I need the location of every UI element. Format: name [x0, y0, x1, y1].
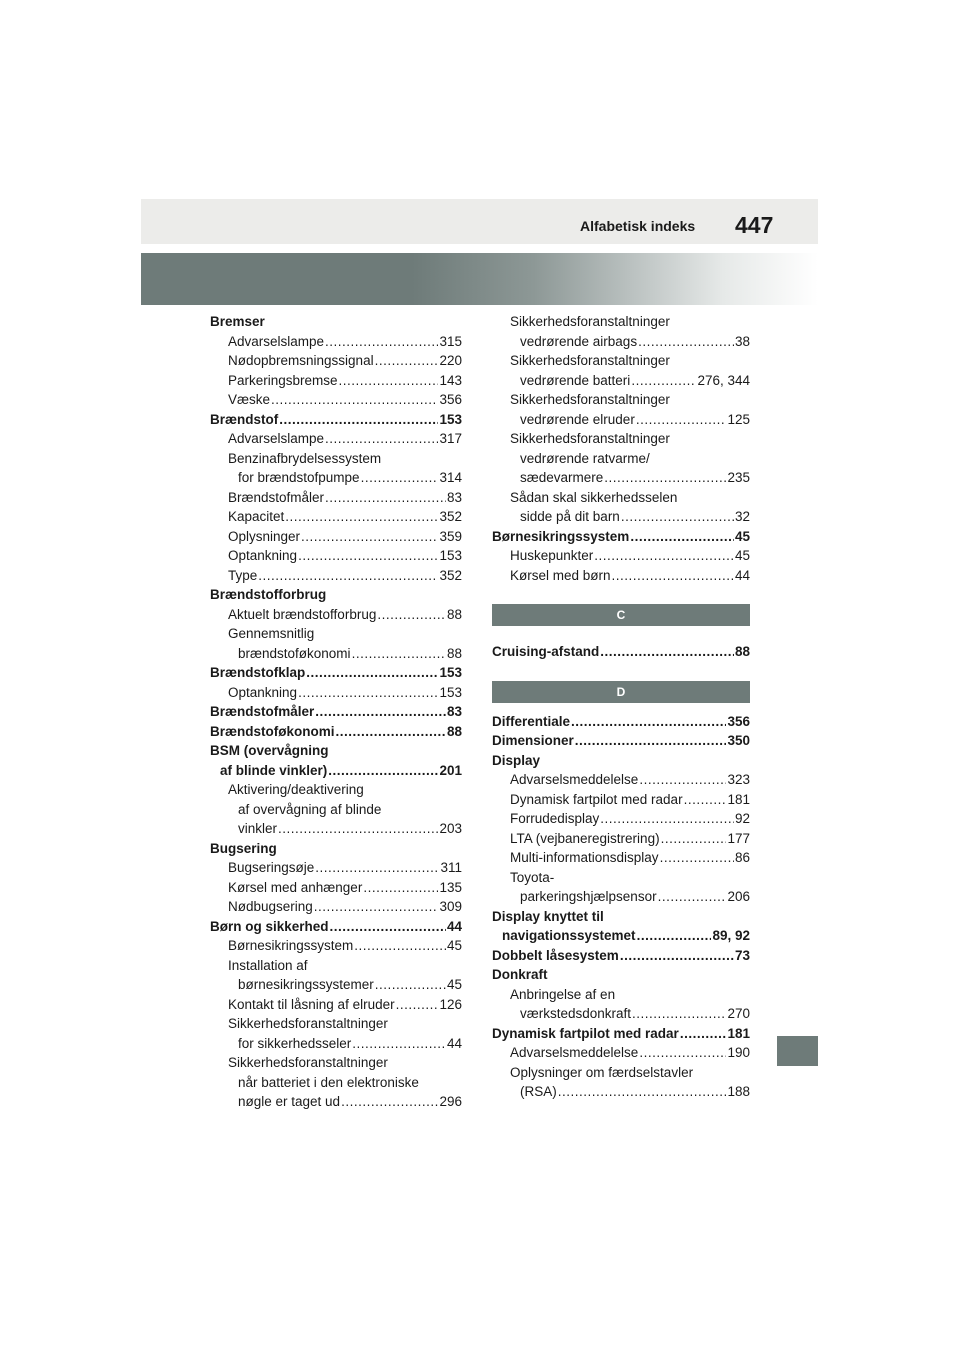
- dot-leader: [658, 887, 727, 907]
- dot-leader: [639, 770, 726, 790]
- index-entry-page: 315: [439, 333, 462, 349]
- index-entry-term: Brændstofforbrug: [210, 587, 327, 602]
- index-entry: [210, 761, 462, 781]
- index-entry-term: Nødopbremsningssignal: [228, 353, 374, 368]
- index-entry-term: Aktuelt brændstofforbrug: [228, 606, 377, 622]
- index-entry: [210, 683, 462, 703]
- index-entry-term: Kapacitet: [228, 509, 285, 524]
- dot-leader: [325, 488, 446, 508]
- index-entry-page: 352: [439, 509, 462, 524]
- index-entry-term: nøgle er taget ud: [238, 1094, 341, 1109]
- index-entry: [210, 566, 462, 586]
- dot-leader: [339, 371, 439, 391]
- index-entry-term: vedrørende batteri: [520, 372, 631, 388]
- index-entry-page: 135: [439, 879, 462, 895]
- index-entry: [210, 449, 462, 469]
- dot-leader: [315, 858, 439, 878]
- index-entry-term: Sikkerhedsforanstaltninger: [228, 1055, 388, 1070]
- index-entry-term: Børn og sikkerhed: [210, 918, 329, 934]
- index-entry-term: Multi-informationsdisplay: [510, 850, 659, 865]
- index-entry-page: 181: [727, 791, 750, 807]
- index-entry: [210, 371, 462, 391]
- index-entry-page: 317: [439, 431, 462, 446]
- dot-leader: [361, 468, 439, 488]
- index-entry-term: LTA (vejbaneregistrering): [510, 830, 660, 846]
- index-column-left: [210, 312, 462, 1112]
- index-entry-page: 220: [439, 353, 462, 368]
- dot-leader: [621, 507, 734, 527]
- index-entry-term: Installation af: [228, 957, 308, 973]
- index-entry-term: Bugseringsøje: [228, 860, 315, 875]
- index-entry-page: 201: [439, 762, 462, 778]
- index-entry-term: Nødbugsering: [228, 899, 313, 914]
- index-entry-term: vinkler: [238, 821, 278, 836]
- index-entry-page: 88: [446, 645, 462, 661]
- index-entry: [210, 1053, 462, 1073]
- dot-leader: [631, 371, 696, 391]
- index-entry-term: Sikkerhedsforanstaltninger: [228, 1016, 388, 1031]
- index-entry-term: vedrørende airbags: [520, 333, 638, 349]
- index-entry-term: Bremser: [210, 314, 265, 329]
- index-entry-page: 190: [727, 1045, 750, 1060]
- index-entry-term: Sikkerhedsforanstaltninger: [510, 314, 670, 329]
- index-entry-term: Brændstofmåler: [228, 489, 325, 505]
- index-entry: [492, 468, 750, 488]
- dot-leader: [363, 878, 438, 898]
- index-entry: [210, 995, 462, 1015]
- index-entry-page: 153: [439, 665, 462, 680]
- dot-leader: [341, 1092, 438, 1112]
- index-entry: [210, 527, 462, 547]
- index-entry-term: Kørsel med børn: [510, 567, 611, 583]
- index-entry-page: 44: [446, 1035, 462, 1051]
- index-entry-page: 309: [439, 899, 462, 914]
- index-entry: [492, 642, 750, 662]
- index-entry: [492, 1063, 750, 1083]
- index-column-right: [492, 312, 750, 1102]
- index-entry-term: Gennemsnitlig: [228, 626, 315, 641]
- index-entry: [210, 390, 462, 410]
- index-entry: [492, 751, 750, 771]
- index-entry: [492, 926, 750, 946]
- index-entry: [210, 429, 462, 449]
- index-entry: [492, 887, 750, 907]
- index-entry: [210, 507, 462, 527]
- index-entry-page: 153: [439, 548, 462, 563]
- index-entry: [210, 468, 462, 488]
- index-entry-page: 38: [734, 333, 750, 349]
- dot-leader: [632, 1004, 726, 1024]
- page-number: 447: [735, 212, 774, 238]
- dot-leader: [315, 702, 446, 722]
- index-entry-term: Type: [228, 567, 258, 583]
- dot-leader: [298, 546, 438, 566]
- dot-leader: [298, 683, 438, 703]
- dot-leader: [558, 1082, 727, 1102]
- index-entry-term: Advarselsmeddelelse: [510, 772, 639, 787]
- dot-leader: [306, 663, 438, 683]
- index-entry-page: 32: [734, 509, 750, 524]
- index-entry-page: 296: [439, 1094, 462, 1109]
- index-entry: [210, 839, 462, 859]
- index-entry-term: brændstoføkonomi: [238, 645, 351, 661]
- index-entry-term: værkstedsdonkraft: [520, 1006, 632, 1021]
- dot-leader: [352, 644, 446, 664]
- index-entry-term: Bugsering: [210, 840, 277, 856]
- index-entry: [492, 371, 750, 391]
- index-entry: [492, 1024, 750, 1044]
- index-entry-term: Advarselslampe: [228, 431, 325, 446]
- index-entry-page: 44: [734, 567, 750, 583]
- index-entry: [210, 1092, 462, 1112]
- index-entry-page: 89, 92: [712, 928, 750, 943]
- index-entry-term: for sikkerhedsseler: [238, 1035, 352, 1051]
- index-entry: [492, 351, 750, 371]
- index-entry-page: 314: [439, 470, 462, 485]
- index-entry-term: når batteriet i den elektroniske: [238, 1074, 419, 1090]
- index-entry-term: Dynamisk fartpilot med radar: [492, 1025, 679, 1041]
- index-entry-term: af overvågning af blinde: [238, 801, 382, 817]
- index-entry-term: Display: [492, 752, 541, 768]
- index-entry-term: sædevarmere: [520, 470, 604, 485]
- index-entry-term: Anbringelse af en: [510, 986, 616, 1002]
- index-entry: [210, 702, 462, 722]
- index-entry-term: Sådan skal sikkerhedsselen: [510, 489, 678, 505]
- index-entry-page: 92: [734, 811, 750, 826]
- index-entry-term: af blinde vinkler): [220, 762, 328, 778]
- index-entry-term: børnesikringssystemer: [238, 977, 374, 992]
- dot-leader: [571, 712, 726, 732]
- index-entry-term: Brændstofklap: [210, 665, 306, 680]
- index-entry-term: for brændstofpumpe: [238, 470, 360, 485]
- index-entry-term: Advarselslampe: [228, 333, 325, 349]
- index-entry-page: 45: [734, 528, 750, 544]
- index-entry-term: Differentiale: [492, 713, 571, 729]
- index-entry: [210, 624, 462, 644]
- index-entry: [210, 800, 462, 820]
- index-entry-term: Brændstofmåler: [210, 704, 315, 719]
- dot-leader: [354, 936, 446, 956]
- dot-leader: [278, 819, 438, 839]
- index-entry-page: 83: [446, 489, 462, 505]
- index-entry-term: Display knyttet til: [492, 908, 604, 924]
- dot-leader: [660, 848, 734, 868]
- index-entry-term: Oplysninger om færdselstavler: [510, 1064, 694, 1080]
- dot-leader: [637, 926, 712, 946]
- index-entry: [492, 965, 750, 985]
- index-entry: [210, 351, 462, 371]
- index-entry: [210, 410, 462, 430]
- index-entry-term: Brændstof: [210, 411, 279, 427]
- index-entry: [210, 897, 462, 917]
- index-entry: [492, 429, 750, 449]
- index-entry-page: 177: [727, 830, 750, 846]
- dot-leader: [600, 642, 734, 662]
- index-entry-page: 125: [727, 411, 750, 427]
- index-entry-term: Benzinafbrydelsessystem: [228, 450, 382, 466]
- dot-leader: [325, 332, 438, 352]
- index-entry-page: 356: [439, 392, 462, 407]
- index-entry: [210, 585, 462, 605]
- index-entry-page: 44: [446, 918, 462, 934]
- dot-leader: [271, 390, 438, 410]
- index-entry: [492, 731, 750, 751]
- dot-leader: [279, 410, 438, 430]
- dot-leader: [604, 468, 726, 488]
- dot-leader: [630, 527, 734, 547]
- index-entry-page: 356: [727, 713, 750, 729]
- index-entry-page: 350: [727, 733, 750, 748]
- index-entry: [492, 566, 750, 586]
- index-entry-term: Donkraft: [492, 967, 548, 982]
- index-entry: [210, 780, 462, 800]
- index-entry-term: Parkeringsbremse: [228, 372, 338, 388]
- thumb-index-tab: [777, 1036, 818, 1066]
- dot-leader: [375, 351, 439, 371]
- index-entry-page: 86: [734, 850, 750, 865]
- index-entry: [492, 907, 750, 927]
- index-entry-term: vedrørende elruder: [520, 411, 635, 427]
- index-entry: [210, 741, 462, 761]
- index-entry-page: 143: [439, 372, 462, 388]
- index-entry-term: Huskepunkter: [510, 548, 594, 563]
- index-entry-page: 270: [727, 1006, 750, 1021]
- dot-leader: [684, 790, 727, 810]
- index-entry-page: 45: [446, 938, 462, 953]
- decorative-gradient-bar: [141, 253, 818, 305]
- index-entry-term: Oplysninger: [228, 528, 301, 544]
- index-entry-term: Toyota-: [510, 869, 555, 885]
- dot-leader: [396, 995, 439, 1015]
- index-entry-page: 88: [446, 723, 462, 739]
- index-entry-page: 45: [446, 977, 462, 992]
- index-entry-page: 45: [734, 548, 750, 563]
- index-entry-term: Sikkerhedsforanstaltninger: [510, 353, 670, 368]
- index-entry: [210, 917, 462, 937]
- dot-leader: [594, 546, 734, 566]
- dot-leader: [325, 429, 438, 449]
- index-entry: [210, 858, 462, 878]
- dot-leader: [377, 605, 446, 625]
- index-entry-term: Dobbelt låsesystem: [492, 947, 619, 963]
- dot-leader: [301, 527, 438, 547]
- index-entry-page: 323: [727, 772, 750, 787]
- index-entry-page: 73: [734, 947, 750, 963]
- index-entry: [492, 390, 750, 410]
- index-entry-page: 352: [439, 567, 462, 583]
- index-entry: [492, 985, 750, 1005]
- index-entry-term: Optankning: [228, 684, 298, 700]
- section-d-entries: [492, 712, 750, 1102]
- index-entry-term: navigationssystemet: [502, 928, 636, 943]
- index-entry-term: sidde på dit barn: [520, 509, 620, 524]
- index-entry: [210, 546, 462, 566]
- index-entry: [492, 946, 750, 966]
- index-entry: [210, 722, 462, 742]
- index-entry-term: parkeringshjælpsensor: [520, 889, 657, 904]
- index-entry-term: Aktivering/deaktivering: [228, 782, 364, 797]
- index-entry: [492, 848, 750, 868]
- dot-leader: [314, 897, 439, 917]
- dot-leader: [636, 410, 727, 430]
- section-header-c: C: [492, 604, 750, 626]
- index-entry: [210, 878, 462, 898]
- index-entry: [210, 605, 462, 625]
- section-header-d: D: [492, 681, 750, 703]
- index-entry: [210, 488, 462, 508]
- index-entry-page: 88: [734, 644, 750, 659]
- dot-leader: [375, 975, 446, 995]
- index-entry: [492, 527, 750, 547]
- index-entry-term: Børnesikringssystem: [228, 938, 354, 953]
- index-entry-page: 181: [727, 1025, 750, 1041]
- index-entry: [210, 644, 462, 664]
- index-entry: [492, 809, 750, 829]
- index-entry: [492, 790, 750, 810]
- index-entry: [492, 312, 750, 332]
- index-entries-continued: [492, 312, 750, 585]
- dot-leader: [336, 722, 446, 742]
- index-entry-page: 359: [439, 528, 462, 544]
- index-entry-term: Væske: [228, 392, 271, 407]
- section-title: Alfabetisk indeks: [580, 218, 696, 234]
- index-entry: [492, 829, 750, 849]
- index-entry-term: Børnesikringssystem: [492, 528, 630, 544]
- dot-leader: [638, 332, 734, 352]
- index-entry-term: vedrørende ratvarme/: [520, 450, 650, 466]
- index-entry: [492, 546, 750, 566]
- dot-leader: [600, 809, 734, 829]
- index-entry-term: Dynamisk fartpilot med radar: [510, 791, 683, 807]
- index-entry: [492, 1043, 750, 1063]
- index-entry: [210, 936, 462, 956]
- index-entry-term: Cruising-afstand: [492, 644, 600, 659]
- index-entry-term: BSM (overvågning: [210, 743, 329, 758]
- index-entry-page: 188: [727, 1084, 750, 1099]
- index-entry: [492, 1004, 750, 1024]
- index-entry: [492, 410, 750, 430]
- index-entry-term: Forrudedisplay: [510, 811, 600, 826]
- index-entry: [210, 1073, 462, 1093]
- index-entry-page: 83: [446, 704, 462, 719]
- index-entry: [210, 332, 462, 352]
- index-entry-page: 153: [439, 411, 462, 427]
- index-entry: [492, 488, 750, 508]
- section-c-entries: [492, 642, 750, 662]
- index-entry-page: 88: [446, 606, 462, 622]
- dot-leader: [285, 507, 438, 527]
- dot-leader: [328, 761, 438, 781]
- index-entry: [210, 1014, 462, 1034]
- dot-leader: [639, 1043, 726, 1063]
- dot-leader: [352, 1034, 446, 1054]
- index-entry-term: Sikkerhedsforanstaltninger: [510, 431, 670, 446]
- index-entry: [492, 712, 750, 732]
- index-entry-term: Kontakt til låsning af elruder: [228, 996, 395, 1012]
- index-entry: [210, 663, 462, 683]
- index-entry: [210, 1034, 462, 1054]
- index-entry: [492, 1082, 750, 1102]
- dot-leader: [575, 731, 727, 751]
- index-entry-page: 311: [440, 860, 462, 875]
- index-entry-page: 206: [727, 889, 750, 904]
- index-entry-term: Optankning: [228, 548, 298, 563]
- dot-leader: [612, 566, 734, 586]
- index-entry-term: (RSA): [520, 1084, 557, 1099]
- index-entry-page: 203: [439, 821, 462, 836]
- index-entry: [492, 332, 750, 352]
- dot-leader: [661, 829, 727, 849]
- index-entry: [210, 819, 462, 839]
- index-entry-page: 235: [727, 470, 750, 485]
- dot-leader: [620, 946, 734, 966]
- dot-leader: [258, 566, 438, 586]
- index-entry-term: Advarselsmeddelelse: [510, 1045, 639, 1060]
- index-entry-page: 126: [439, 996, 462, 1012]
- index-entry: [492, 507, 750, 527]
- index-entry: [492, 770, 750, 790]
- index-entry: [492, 868, 750, 888]
- index-entry-term: Dimensioner: [492, 733, 574, 748]
- index-entry: [210, 312, 462, 332]
- header-band: [141, 199, 818, 244]
- index-entry-term: Kørsel med anhænger: [228, 879, 363, 895]
- index-entry-page: 276, 344: [697, 372, 750, 388]
- index-entry-term: Brændstoføkonomi: [210, 723, 335, 739]
- index-entry-page: 153: [439, 684, 462, 700]
- dot-leader: [330, 917, 446, 937]
- index-entry: [210, 975, 462, 995]
- index-entry: [210, 956, 462, 976]
- dot-leader: [680, 1024, 727, 1044]
- index-entry: [492, 449, 750, 469]
- index-entry-term: Sikkerhedsforanstaltninger: [510, 392, 670, 407]
